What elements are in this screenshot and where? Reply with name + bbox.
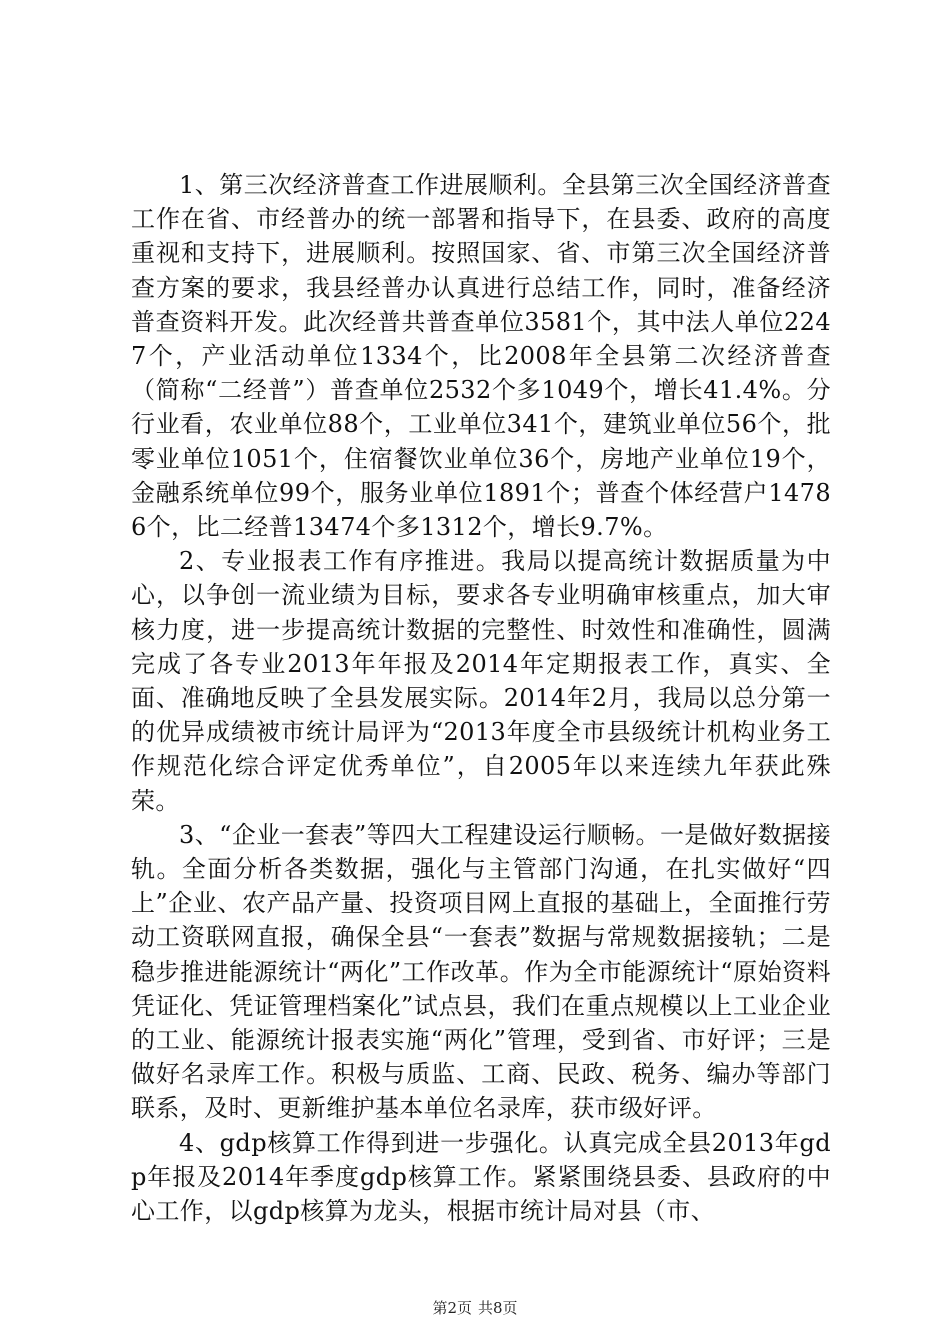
- document-body: [131, 168, 831, 1228]
- page-number: 第2页: [432, 1299, 472, 1317]
- paragraph-economic-census: 1、第三次经济普查工作进展顺利。全县第三次全国经济普查工作在省、市经普办的统一部署和指导下，在县委、政府的高度重视和支持下，进展顺利。按照国家、省、市第三次全国经济普查方案的要求，我县经普办认真进行总结工作，同时，准备经济普查资料开发。此次经普共普查单位3581个，其中法人单位2247个，产业活动单位1334个，比2008年全县第二次经济普查（简称“二经普”）普查单位2532个多1049个，增长41.4%。分行业看，农业单位88个，工业单位341个，建筑业单位56个，批零业单位1051个，住宿餐饮业单位36个，房地产业单位19个，金融系统单位99个，服务业单位1891个；普查个体经营户14786个，比二经普13474个多1312个，增长9.7%。: [131, 171, 831, 542]
- paragraph-gdp-accounting: 4、gdp核算工作得到进一步强化。认真完成全县2013年gdp年报及2014年季度gdp核算工作。紧紧围绕县委、县政府的中心工作，以gdp核算为龙头，根据市统计局对县（市、: [131, 1128, 831, 1226]
- page-total: 共8页: [478, 1299, 518, 1317]
- paragraph-four-projects: 3、“企业一套表”等四大工程建设运行顺畅。一是做好数据接轨。全面分析各类数据，强化与主管部门沟通，在扎实做好“四上”企业、农产品产量、投资项目网上直报的基础上，全面推行劳动工资联网直报，确保全县“一套表”数据与常规数据接轨；二是稳步推进能源统计“两化”工作改革。作为全市能源统计“原始资料凭证化、凭证管理档案化”试点县，我们在重点规模以上工业企业的工业、能源统计报表实施“两化”管理，受到省、市好评；三是做好名录库工作。积极与质监、工商、民政、税务、编办等部门联系，及时、更新维护基本单位名录库，获市级好评。: [131, 820, 831, 1123]
- page-footer: [0, 1298, 950, 1318]
- paragraph-statistical-reports: 2、专业报表工作有序推进。我局以提高统计数据质量为中心，以争创一流业绩为目标，要求各专业明确审核重点，加大审核力度，进一步提高统计数据的完整性、时效性和准确性，圆满完成了各专业2013年年报及2014年定期报表工作，真实、全面、准确地反映了全县发展实际。2014年2月，我局以总分第一的优异成绩被市统计局评为“2013年度全市县级统计机构业务工作规范化综合评定优秀单位”，自2005年以来连续九年获此殊荣。: [131, 547, 831, 815]
